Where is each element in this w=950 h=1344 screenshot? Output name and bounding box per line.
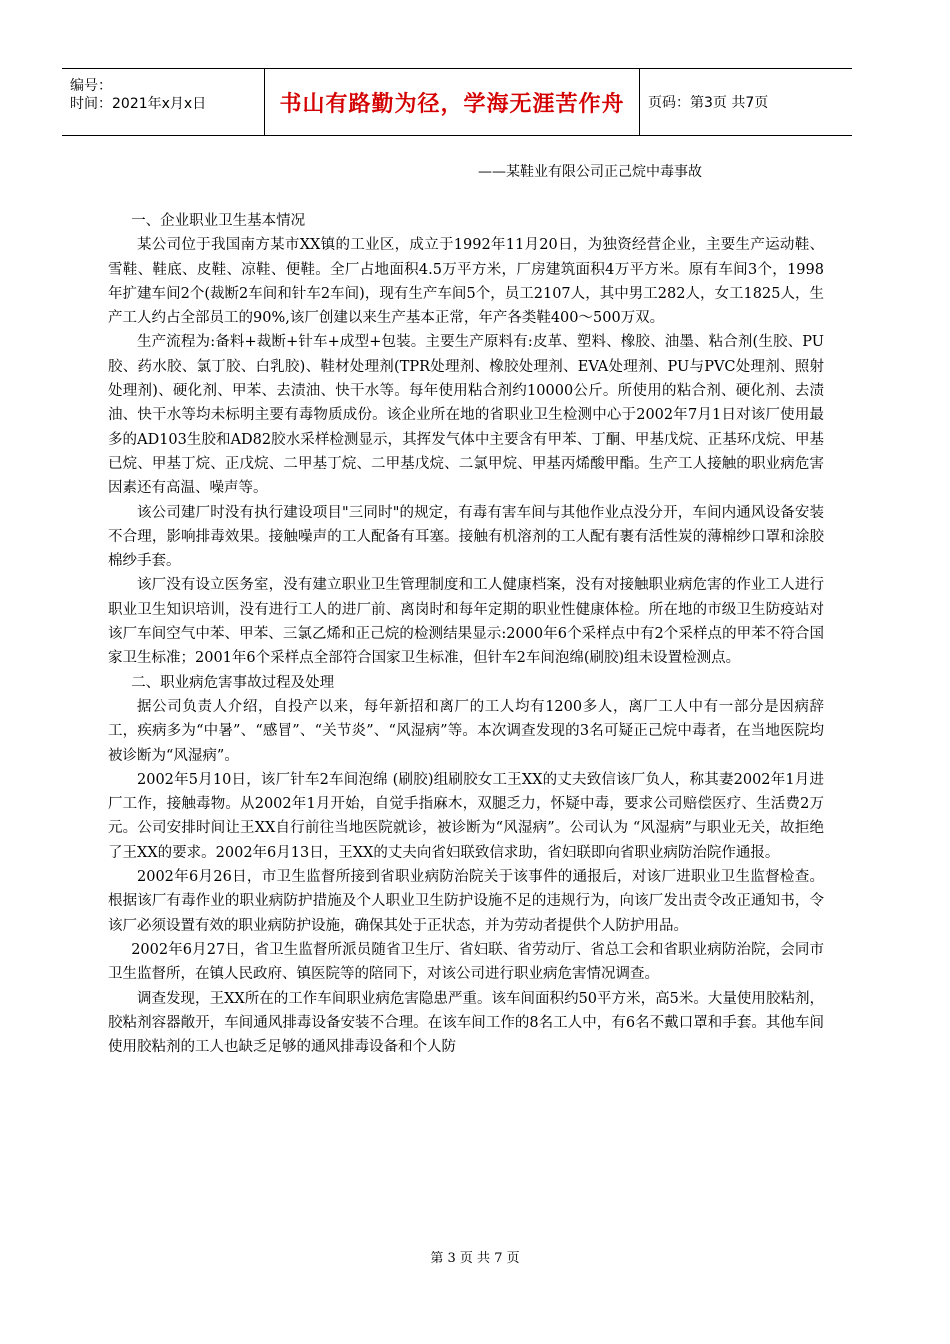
document-time-label: 时间：2021年x月x日	[70, 96, 207, 112]
paragraph: 2002年6月27日，省卫生监督所派员随省卫生厅、省妇联、省劳动厅、省总工会和省职业病防治院，会同市卫生监督所，在镇人民政府、镇医院等的陪同下，对该公司进行职业病危害情况调查。	[108, 941, 824, 983]
section-heading: 一、企业职业卫生基本情况	[131, 213, 306, 229]
paragraph: 据公司负责人介绍，自投产以来，每年新招和离厂的工人均有1200多人，离厂工人中有一部分是因病辞工，疾病多为“中暑”、“感冒”、“关节炎”、“风湿病”等。本次调查发现的3名可疑正己烷中毒者，在当地医院均被诊断为“风湿病”。	[108, 698, 824, 764]
page-header	[62, 68, 852, 136]
paragraph: 2002年5月10日，该厂针车2车间泡绵 (刷胶)组刷胶女工王XX的丈夫致信该厂负人，称其妻2002年1月进厂工作，接触毒物。从2002年1月开始，自觉手指麻木，双腿乏力，怀疑中毒，要求公司赔偿医疗、生活费2万元。公司安排时间让王XX自行前往当地医院就诊，被诊断为“风湿病”。公司认为 “风湿病”与职业无关，故拒绝了王XX的要求。2002年6月13日，王XX的丈夫向省妇联致信求助，省妇联即向省职业病防治院作通报。	[108, 771, 824, 861]
document-number-label: 编号：	[70, 78, 112, 94]
header-motto: 书山有路勤为径，学海无涯苦作舟	[279, 91, 625, 117]
paragraph: 某公司位于我国南方某市XX镇的工业区，成立于1992年11月20日，为独资经营企业，主要生产运动鞋、雪鞋、鞋底、皮鞋、凉鞋、便鞋。全厂占地面积4.5万平方米，厂房建筑面积4万平方米。原有车间3个，1998年扩建车间2个(裁断2车间和针车2车间)，现有生产车间5个，员工2107人，其中男工282人，女工1825人，生产工人约占全部员工的90%,该厂创建以来生产基本正常，年产各类鞋400～500万双。	[108, 237, 824, 327]
header-divider	[639, 69, 640, 135]
paragraph: 该公司建厂时没有执行建设项目"三同时"的规定，有毒有害车间与其他作业点没分开，车间内通风设备安装不合理，影响排毒效果。接触噪声的工人配备有耳塞。接触有机溶剂的工人配有裹有活性炭的薄棉纱口罩和涂胶棉纱手套。	[108, 504, 824, 570]
document-body	[108, 209, 824, 1059]
page-footer: 第 3 页 共 7 页	[430, 1251, 520, 1266]
header-page-number: 页码：第3页 共7页	[648, 95, 769, 111]
paragraph: 生产流程为:备料+裁断+针车+成型+包装。主要生产原料有:皮革、塑料、橡胶、油墨、粘合剂(生胶、PU胶、药水胶、氯丁胶、白乳胶)、鞋材处理剂(TPR处理剂、橡胶处理剂、EVA处理剂、PU与PVC处理剂、照射处理剂)、硬化剂、甲苯、去渍油、快干水等。每年使用粘合剂约10000公斤。所使用的粘合剂、硬化剂、去渍油、快干水等均未标明主要有毒物质成份。该企业所在地的省职业卫生检测中心于2002年7月1日对该厂使用最多的AD103生胶和AD82胶水采样检测显示，其挥发气体中主要含有甲苯、丁酮、甲基戊烷、正基环戊烷、甲基已烷、甲基丁烷、正戊烷、二甲基丁烷、二甲基戊烷、二氯甲烷、甲基丙烯酸甲酯。生产工人接触的职业病危害因素还有高温、噪声等。	[108, 334, 824, 497]
paragraph: 调查发现，王XX所在的工作车间职业病危害隐患严重。该车间面积约50平方米，高5米。大量使用胶粘剂，胶粘剂容器敞开，车间通风排毒设备安装不合理。在该车间工作的8名工人中，有6名不戴口罩和手套。其他车间使用胶粘剂的工人也缺乏足够的通风排毒设备和个人防	[108, 990, 824, 1056]
header-meta	[62, 69, 264, 135]
section-heading: 二、职业病危害事故过程及处理	[131, 674, 335, 691]
paragraph: 2002年6月26日，市卫生监督所接到省职业病防治院关于该事件的通报后，对该厂进职业卫生监督检查。根据该厂有毒作业的职业病防护措施及个人职业卫生防护设施不足的违规行为，向该厂发出责令改正通知书，令该厂必须设置有效的职业病防护设施，确保其处于正状态，并为劳动者提供个人防护用品。	[108, 869, 824, 934]
document-subtitle: ——某鞋业有限公司正己烷中毒事故	[478, 164, 702, 180]
paragraph: 该厂没有设立医务室，没有建立职业卫生管理制度和工人健康档案，没有对接触职业病危害的作业工人进行职业卫生知识培训，没有进行工人的进厂前、离岗时和每年定期的职业性健康体检。所在地的市级卫生防疫站对该厂车间空气中苯、甲苯、三氯乙烯和正己烷的检测结果显示:2000年6个采样点中有2个采样点的甲苯不符合国家卫生标准；2001年6个采样点全部符合国家卫生标准，但针车2车间泡绵(刷胶)组未设置检测点。	[108, 577, 824, 667]
